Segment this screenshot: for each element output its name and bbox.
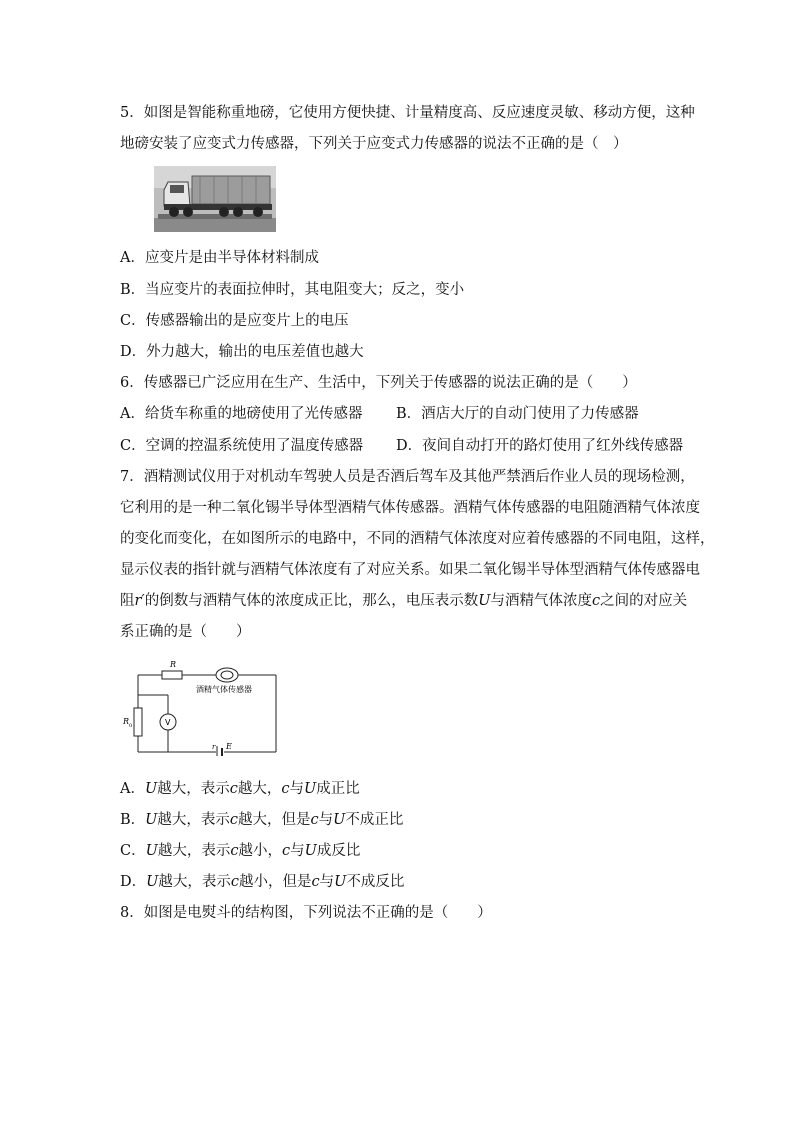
t: 与: [318, 812, 334, 828]
t: 越大，表示: [157, 781, 230, 797]
t: 与: [290, 843, 305, 859]
label-v: V: [165, 718, 171, 727]
t: 不成反比: [346, 874, 405, 890]
t: 越小，但是: [239, 874, 312, 890]
t: 与: [289, 781, 304, 797]
label-r-internal: r: [212, 743, 216, 751]
var-u: U: [146, 874, 159, 890]
label-r: R: [170, 660, 177, 669]
t: 越大，但是: [238, 812, 311, 828]
q6-option-c: C．空调的控温系统使用了温度传感器: [120, 438, 364, 454]
var-c: c: [591, 593, 601, 609]
t: 不成正比: [345, 812, 404, 828]
var-u: U: [145, 812, 158, 828]
q7-stem-line4: 显示仪表的指针就与酒精气体浓度有了对应关系。如果二氧化锡半导体型酒精气体传感器电: [120, 562, 700, 578]
var-c: c: [281, 843, 291, 859]
t: D．: [120, 874, 147, 890]
q6-stem: 6．传感器已广泛应用在生产、生活中，下列关于传感器的说法正确的是（ ）: [120, 375, 637, 391]
var-c: c: [230, 843, 239, 859]
q7-option-b: [120, 810, 403, 830]
q7-text: 阻: [120, 593, 135, 609]
q5-stem-line1: 5．如图是智能称重地磅，它使用方便快捷、计量精度高、反应速度灵敏、移动方便，这种: [120, 105, 695, 121]
t: 成正比: [316, 781, 360, 797]
t: 成反比: [316, 843, 361, 859]
q5-stem-line2: 地磅安装了应变式力传感器，下列关于应变式力传感器的说法不正确的是（ ）: [120, 136, 628, 152]
var-u: U: [144, 781, 158, 797]
truck-scale-photo: [154, 166, 276, 232]
q6-option-d: D．夜间自动打开的路灯使用了红外线传感器: [396, 438, 684, 454]
t: 越大，表示: [157, 843, 231, 859]
alcohol-sensor-circuit-diagram: [120, 656, 280, 756]
var-c: c: [310, 812, 319, 828]
var-c: c: [281, 781, 290, 797]
var-u: U: [303, 781, 317, 797]
t: 与: [319, 874, 335, 890]
t: 越大，表示: [157, 812, 230, 828]
q7-option-c: [120, 841, 360, 861]
t: B．: [120, 812, 146, 828]
q7-stem-line5: [120, 591, 687, 611]
q7-stem-line2: 它利用的是一种二氧化锡半导体型酒精气体传感器。酒精气体传感器的电阻随酒精气体浓度: [120, 500, 700, 516]
var-u: U: [333, 812, 346, 828]
label-r0-sub: 0: [129, 723, 133, 729]
q7-text: 与酒精气体浓度: [490, 593, 592, 609]
label-e: E: [226, 742, 232, 751]
var-r-prime: r′: [134, 593, 145, 609]
q8-stem: 8．如图是电熨斗的结构图，下列说法不正确的是（ ）: [120, 905, 492, 921]
label-sensor: 酒精气体传感器: [196, 685, 252, 694]
q7-stem-line3: 的变化而变化，在如图所示的电路中，不同的酒精气体浓度对应着传感器的不同电阻，这样，: [120, 531, 715, 547]
label-r0: R: [123, 717, 130, 726]
var-u: U: [145, 843, 158, 859]
q5-option-c: C．传感器输出的是应变片上的电压: [120, 313, 349, 329]
q7-option-a: [120, 779, 360, 799]
q7-option-d: [120, 872, 404, 892]
q5-option-b: B．当应变片的表面拉伸时，其电阻变大；反之，变小: [120, 282, 465, 298]
var-u: U: [478, 593, 491, 609]
var-c: c: [229, 812, 239, 828]
q7-stem-line6: 系正确的是（ ）: [120, 624, 251, 640]
q6-option-a: A．给货车称重的地磅使用了光传感器: [120, 406, 363, 422]
t: A．: [120, 781, 145, 797]
var-u: U: [334, 874, 347, 890]
q5-option-a: A．应变片是由半导体材料制成: [120, 250, 319, 266]
var-c: c: [311, 874, 320, 890]
t: 越大，表示: [158, 874, 231, 890]
var-u: U: [304, 843, 317, 859]
t: 越小，: [238, 843, 282, 859]
t: 越大，: [237, 781, 282, 797]
var-c: c: [229, 781, 238, 797]
t: C．: [120, 843, 146, 859]
q7-text: 之间的对应关: [600, 593, 688, 609]
q7-stem-line1: 7．酒精测试仪用于对机动车驾驶人员是否酒后驾车及其他严禁酒后作业人员的现场检测，: [120, 469, 695, 485]
q5-option-d: D．外力越大，输出的电压差值也越大: [120, 344, 364, 360]
var-c: c: [230, 874, 239, 890]
q7-text: 的倒数与酒精气体的浓度成正比，那么，电压表示数: [144, 593, 479, 609]
q6-option-b: B．酒店大厅的自动门使用了力传感器: [396, 406, 639, 422]
